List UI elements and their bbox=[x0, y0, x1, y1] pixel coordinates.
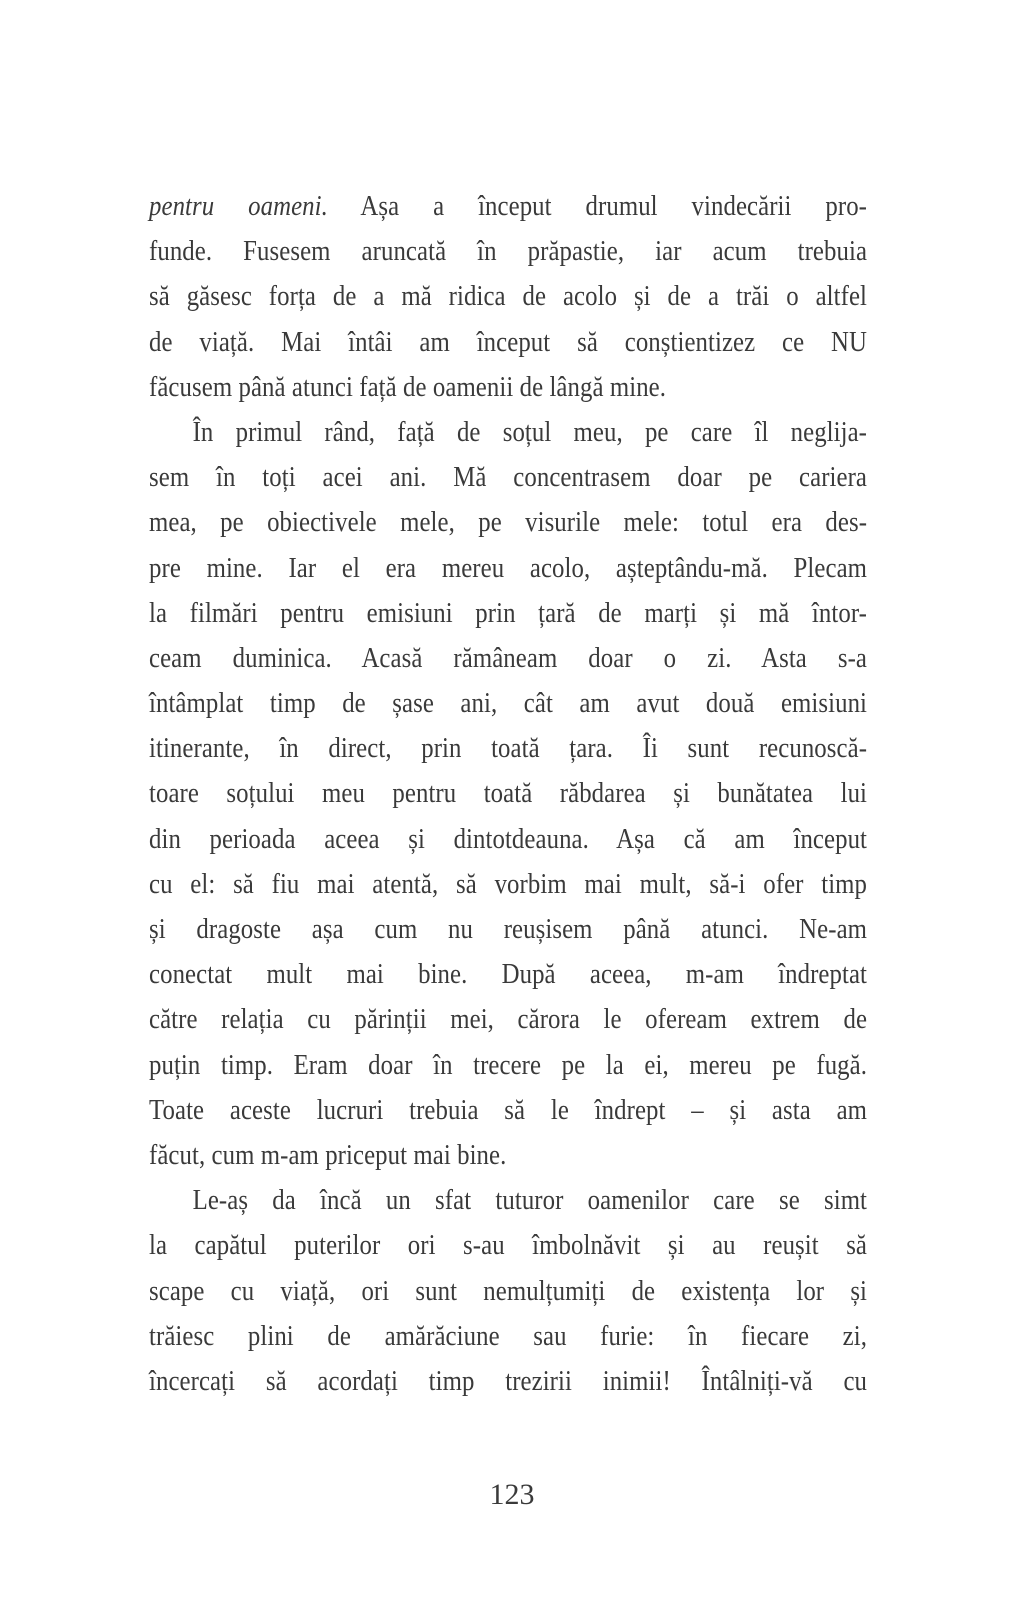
text-line: Le-aș da încă un sfat tuturor oamenilor care se simt bbox=[192, 1184, 868, 1217]
page-number: 123 bbox=[489, 1478, 535, 1511]
text-line: sem în toți acei ani. Mă concentrasem doar pe cariera bbox=[149, 461, 868, 494]
text-line: din perioada aceea și dintotdeauna. Așa că am început bbox=[149, 822, 868, 855]
text-line: la capătul puterilor ori s-au îmbolnăvit și au reușit să bbox=[149, 1229, 868, 1262]
text-line: făcusem până atunci față de oamenii de lângă mine. bbox=[149, 370, 667, 403]
text-line: de viață. Mai întâi am început să conștientizez ce NU bbox=[149, 325, 868, 358]
italic-lead-text: pentru oameni. bbox=[149, 190, 328, 222]
text-line: întâmplat timp de șase ani, cât am avut două emisiuni bbox=[149, 687, 868, 720]
text-line: și dragoste așa cum nu reușisem până atunci. Ne-am bbox=[149, 913, 868, 945]
text-line: ceam duminica. Acasă rămâneam doar o zi. Asta s-a bbox=[149, 641, 868, 674]
text-line: mea, pe obiectivele mele, pe visurile mele: totul era des- bbox=[149, 506, 868, 539]
text-line: către relația cu părinții mei, cărora le ofeream extrem de bbox=[149, 1003, 868, 1036]
text-line: încercați să acordați timp trezirii inimii! Întâlniți-vă cu bbox=[149, 1364, 868, 1397]
lead-rest-text: Așa a început drumul vindecării pro- bbox=[327, 190, 868, 222]
text-line: puțin timp. Eram doar în trecere pe la ei, mereu pe fugă. bbox=[149, 1048, 868, 1081]
text-line: conectat mult mai bine. După aceea, m-am îndreptat bbox=[149, 958, 868, 991]
text-line: itinerante, în direct, prin toată țara. Îi sunt recunoscă- bbox=[149, 732, 868, 765]
text-block bbox=[149, 184, 867, 1404]
text-line: cu el: să fiu mai atentă, să vorbim mai mult, să-i ofer timp bbox=[149, 867, 868, 900]
text-line: scape cu viață, ori sunt nemulțumiți de existența lor și bbox=[149, 1274, 868, 1307]
text-line: să găsesc forța de a mă ridica de acolo și de a trăi o altfel bbox=[149, 280, 868, 313]
text-line: În primul rând, față de soțul meu, pe care îl neglija- bbox=[192, 415, 868, 448]
text-line: trăiesc plini de amărăciune sau furie: în fiecare zi, bbox=[149, 1319, 868, 1352]
text-line: funde. Fusesem aruncată în prăpastie, iar acum trebuia bbox=[149, 235, 868, 268]
text-line: Toate aceste lucruri trebuia să le îndrept – și asta am bbox=[149, 1093, 868, 1126]
text-line: făcut, cum m-am priceput mai bine. bbox=[149, 1138, 507, 1171]
text-line: la filmări pentru emisiuni prin țară de marți și mă întor- bbox=[149, 596, 868, 629]
text-line: pre mine. Iar el era mereu acolo, așteptându-mă. Plecam bbox=[149, 551, 868, 584]
text-line bbox=[149, 184, 867, 229]
text-line: toare soțului meu pentru toată răbdarea și bunătatea lui bbox=[149, 777, 868, 810]
